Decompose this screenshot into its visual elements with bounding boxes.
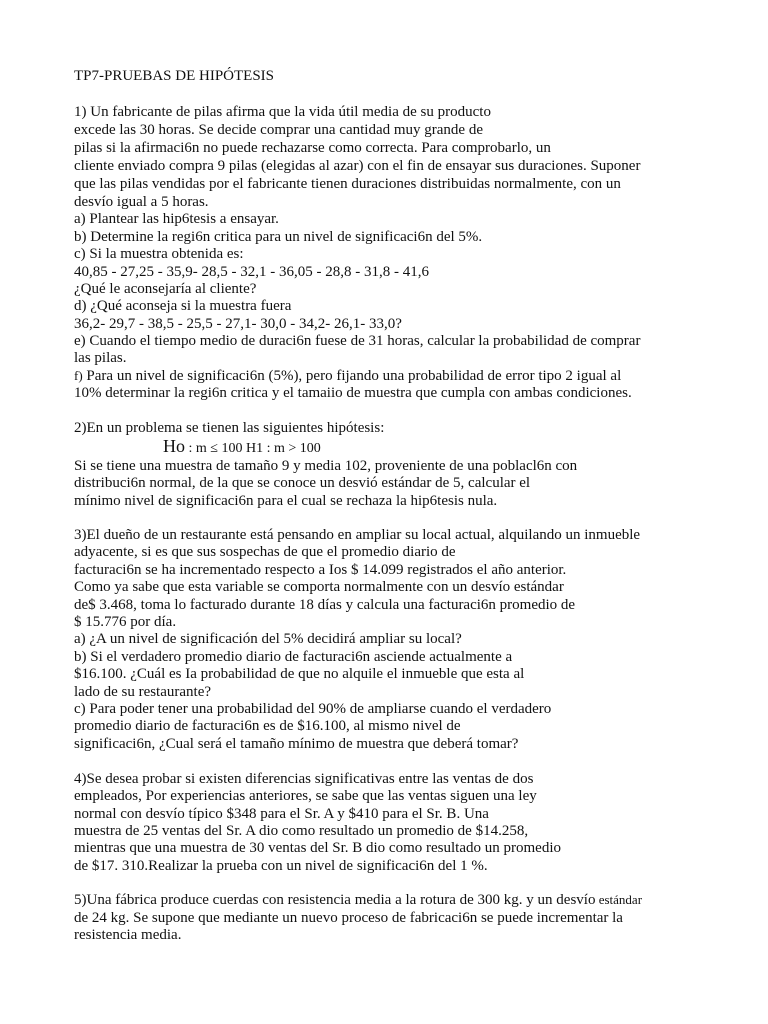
p5-text-small: estándar — [595, 892, 643, 907]
formula-rest: : m ≤ 100 H1 : m > 100 — [185, 441, 321, 456]
p1-line: cliente enviado compra 9 pilas (elegidas al azar) con el fin de ensayar sus duraciones. Suponer — [74, 158, 641, 174]
p1f-text: Para un nivel de significaci6n (5%), pero fijando una probabilidad de error tipo 2 igual al — [82, 368, 622, 384]
p2-line: distribuci6n normal, de la que se conoce un desvió estándar de 5, calcular el — [74, 475, 531, 491]
p2-intro: 2)En un problema se tienen las siguientes hipótesis: — [74, 420, 385, 436]
p4-line: muestra de 25 ventas del Sr. A dio como resultado un promedio de $14.258, — [74, 823, 529, 839]
p2-line: Si se tiene una muestra de tamaño 9 y media 102, proveniente de una poblacl6n con — [74, 458, 578, 474]
p4-line: mientras que una muestra de 30 ventas del Sr. B dio como resultado un promedio — [74, 840, 561, 856]
p3-line: facturaci6n se ha incrementado respecto a Ios $ 14.099 registrados el año anterior. — [74, 562, 567, 578]
p5-line: de 24 kg. Se supone que mediante un nuevo proceso de fabricaci6n se puede incrementar la — [74, 910, 623, 926]
document-title: TP7-PRUEBAS DE HIPÓTESIS — [74, 68, 275, 84]
p3-line: de$ 3.468, toma lo facturado durante 18 días y calcula una facturaci6n promedio de — [74, 597, 576, 613]
p1-line: 36,2- 29,7 - 38,5 - 25,5 - 27,1- 30,0 - 34,2- 26,1- 33,0? — [74, 316, 402, 332]
p1-line: 1) Un fabricante de pilas afirma que la vida útil media de su producto — [74, 104, 491, 120]
p1-line: a) Plantear las hip6tesis a ensayar. — [74, 211, 279, 227]
p3-line: 3)El dueño de un restaurante está pensando en ampliar su local actual, alquilando un inmueble — [74, 527, 641, 543]
p1-line: excede las 30 horas. Se decide comprar una cantidad muy grande de — [74, 122, 483, 138]
p1-line: c) Si la muestra obtenida es: — [74, 246, 244, 262]
p1-line: b) Determine la regi6n critica para un nivel de significaci6n del 5%. — [74, 229, 483, 245]
p3-line: Como ya sabe que esta variable se comporta normalmente con un desvío estándar — [74, 579, 564, 595]
p2-line: mínimo nivel de significaci6n para el cual se rechaza la hip6tesis nula. — [74, 493, 498, 509]
p3-line: a) ¿A un nivel de significación del 5% decidirá ampliar su local? — [74, 631, 462, 647]
p3-line: lado de su restaurante? — [74, 684, 212, 700]
p1-line: d) ¿Qué aconseja si la muestra fuera — [74, 298, 292, 314]
p5-line: resistencia media. — [74, 927, 182, 943]
p3-line: b) Si el verdadero promedio diario de facturaci6n asciende actualmente a — [74, 649, 513, 665]
p3-line: c) Para poder tener una probabilidad del 90% de ampliarse cuando el verdadero — [74, 701, 552, 717]
p5-text: 5)Una fábrica produce cuerdas con resistencia media a la rotura de 300 kg. y un desvío — [74, 892, 596, 908]
p1-line: pilas si la afirmaci6n no puede rechazarse como correcta. Para comprobarlo, un — [74, 140, 551, 156]
p3-line: $16.100. ¿Cuál es Ia probabilidad de que no alquile el inmueble que esta al — [74, 666, 525, 682]
p4-line: 4)Se desea probar si existen diferencias significativas entre las ventas de dos — [74, 771, 534, 787]
p1-line: las pilas. — [74, 350, 127, 366]
p5-line — [74, 891, 642, 909]
p1-line: ¿Qué le aconsejaría al cliente? — [74, 281, 257, 297]
p4-line: normal con desvío típico $348 para el Sr. A y $410 para el Sr. B. Una — [74, 806, 489, 822]
p1-line: 10% determinar la regi6n critica y el tamaiio de muestra que cumpla con ambas condiciones. — [74, 385, 632, 401]
p1-line: e) Cuando el tiempo medio de duraci6n fuese de 31 horas, calcular la probabilidad de comprar — [74, 333, 641, 349]
p4-line: empleados, Por experiencias anteriores, se sabe que las ventas siguen una ley — [74, 788, 537, 804]
formula-ho: Ho — [163, 436, 185, 456]
p1-line: 40,85 - 27,25 - 35,9- 28,5 - 32,1 - 36,05 - 28,8 - 31,8 - 41,6 — [74, 264, 429, 280]
p4-line: de $17. 310.Realizar la prueba con un nivel de significaci6n del 1 %. — [74, 858, 488, 874]
p1-line: desvío igual a 5 horas. — [74, 194, 209, 210]
p1-line: que las pilas vendidas por el fabricante tienen duraciones distribuidas normalmente, con un — [74, 176, 621, 192]
p3-line: $ 15.776 por día. — [74, 614, 177, 630]
p3-line: significaci6n, ¿Cual será el tamaño mínimo de muestra que deberá tomar? — [74, 736, 519, 752]
p3-line: adyacente, si es que sus sospechas de que el promedio diario de — [74, 544, 456, 560]
p1f-prefix: f) — [74, 368, 83, 383]
p3-line: promedio diario de facturaci6n es de $16.100, al mismo nivel de — [74, 718, 461, 734]
p1-line — [74, 367, 621, 385]
